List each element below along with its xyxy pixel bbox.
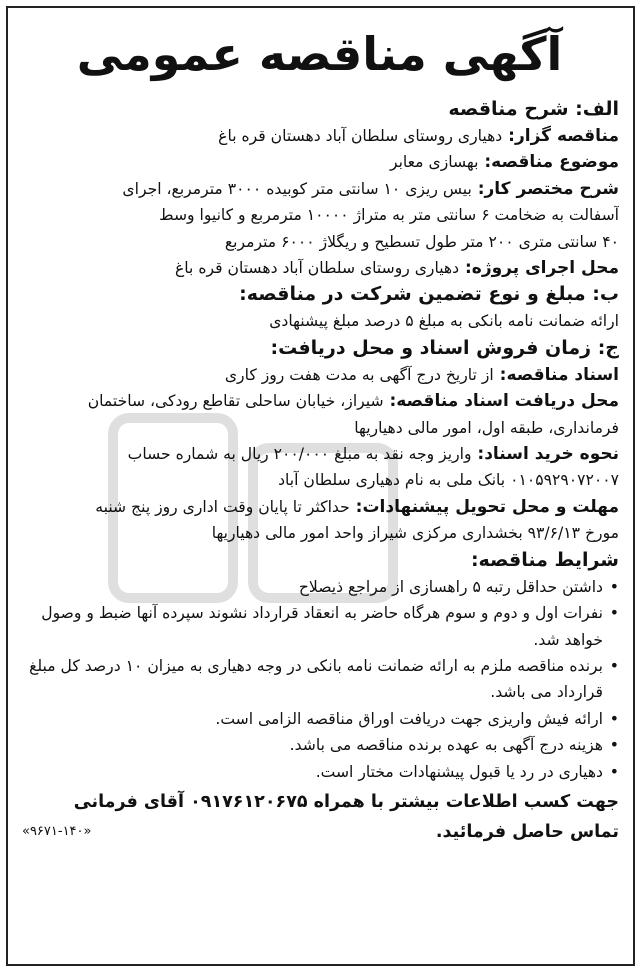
condition-item	[20, 653, 619, 706]
bullet-icon: •	[609, 761, 619, 781]
condition-text: داشتن حداقل رتبه ۵ راهسازی از مراجع ذیصلاح	[298, 577, 603, 596]
section-a-heading: الف: شرح مناقصه	[448, 98, 619, 120]
conditions-heading: شرایط مناقصه:	[470, 548, 619, 571]
bullet-icon: •	[609, 655, 619, 675]
reference-code: «۹۶۷۱-۱۴۰»	[22, 823, 92, 839]
summary-line-3: ۴۰ سانتی متری ۲۰۰ متر طول تسطیح و ریگلاژ ۶۰۰۰ مترمربع	[224, 232, 619, 251]
docs-label: اسناد مناقصه :	[494, 365, 619, 385]
condition-text: نفرات اول و دوم و سوم هرگاه حاضر به انعقاد قرارداد نشوند سپرده آنها ضبط و وصول خواهد شد.	[41, 604, 603, 649]
docs-row	[20, 362, 619, 388]
subject-label: موضوع مناقصه :	[478, 152, 619, 172]
tenderer-value: دهیاری روستای سلطان آباد دهستان قره باغ	[218, 127, 503, 145]
summary-row	[20, 176, 619, 202]
subject-row	[20, 149, 619, 175]
bullet-icon: •	[609, 735, 619, 755]
condition-item	[20, 759, 619, 785]
section-c-heading: ج: زمان فروش اسناد و محل دریافت:	[270, 336, 619, 359]
receive-line-2: فرمانداری، طبقه اول، امور مالی دهیاریها	[354, 418, 619, 437]
bullet-icon: •	[609, 603, 619, 623]
tender-notice	[6, 6, 635, 966]
deadline-label: مهلت و محل تحویل پیشنهادات :	[350, 497, 619, 517]
conditions-list	[20, 574, 619, 785]
condition-text: برنده مناقصه ملزم به ارائه ضمانت نامه بانکی در وجه دهیاری به میزان ۱۰ درصد کل مبلغ قرارداد می باشد.	[29, 656, 603, 702]
location-row	[20, 255, 619, 281]
condition-text: ارائه فیش واریزی جهت دریافت اوراق مناقصه الزامی است.	[215, 709, 603, 728]
deadline-line-1: حداکثر تا پایان وقت اداری روز پنج شنبه	[95, 497, 350, 516]
bullet-icon: •	[609, 576, 619, 596]
condition-item	[20, 706, 619, 732]
contact-line-2: تماس حاصل فرمائید.	[435, 821, 619, 842]
condition-text: هزینه درج آگهی به عهده برنده مناقصه می باشد.	[289, 736, 603, 755]
receive-label: محل دریافت اسناد مناقصه :	[384, 391, 619, 411]
purchase-label: نحوه خرید اسناد :	[471, 444, 619, 464]
condition-text: دهیاری در رد یا قبول پیشنهادات مختار است.	[315, 762, 603, 781]
purchase-row	[20, 441, 619, 467]
tenderer-row	[20, 123, 619, 149]
notice-title: آگهی مناقصه عمومی	[76, 27, 563, 81]
guarantee-text: ارائه ضمانت نامه بانکی به مبلغ ۵ درصد مبلغ پیشنهادی	[269, 312, 619, 331]
footer-row	[20, 817, 619, 847]
docs-value: از تاریخ درج آگهی به مدت هفت روز کاری	[224, 365, 494, 384]
contact-line-1: جهت کسب اطلاعات بیشتر با همراه ۰۹۱۷۶۱۲۰۶۷۵ آقای فرمانی	[73, 791, 619, 812]
purchase-line-1: واریز وجه نقد به مبلغ ۲۰۰/۰۰۰ ریال به شماره حساب	[127, 445, 472, 464]
condition-item	[20, 574, 619, 600]
tenderer-label: مناقصه گزار :	[502, 126, 619, 146]
deadline-row	[20, 494, 619, 520]
summary-line-2: آسفالت به ضخامت ۶ سانتی متر به متراژ ۱۰۰۰۰ مترمربع و کانیوا وسط	[159, 206, 619, 225]
purchase-line-2: ۰۱۰۵۹۲۹۰۷۲۰۰۷ بانک ملی به نام دهیاری سلطان آباد	[278, 471, 619, 490]
receive-line-1: شیراز، خیابان ساحلی تقاطع رودکی، ساختمان	[87, 392, 384, 411]
summary-label: شرح مختصر کار :	[472, 179, 619, 199]
summary-line-1: بیس ریزی ۱۰ سانتی متر کوبیده ۳۰۰۰ مترمربع، اجرای	[122, 179, 472, 198]
bullet-icon: •	[609, 708, 619, 728]
receive-row	[20, 388, 619, 414]
deadline-line-2: مورخ ۹۳/۶/۱۳ بخشداری مرکزی شیراز واحد امور مالی دهیاریها	[211, 524, 619, 543]
condition-item	[20, 732, 619, 758]
location-value: دهیاری روستای سلطان آباد دهستان قره باغ	[174, 259, 460, 278]
subject-value: بهسازی معابر	[389, 153, 479, 172]
section-b-heading: ب: مبلغ و نوع تضمین شرکت در مناقصه:	[239, 283, 619, 306]
condition-item	[20, 600, 619, 653]
location-label: محل اجرای پروژه :	[459, 258, 619, 278]
